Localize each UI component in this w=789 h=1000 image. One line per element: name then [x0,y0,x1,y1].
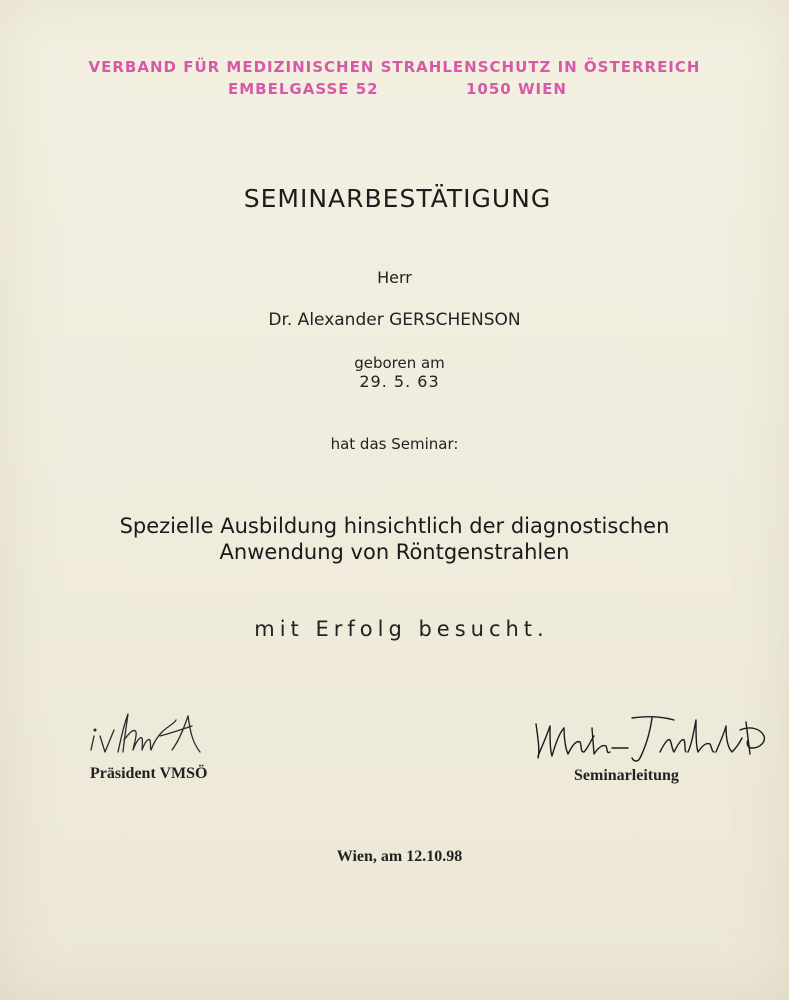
seminar-lead-signature [528,708,778,766]
success-statement: mit Erfolg besucht. [254,617,549,641]
seminar-title-line-2: Anwendung von Röntgenstrahlen [219,540,570,564]
seminar-label: hat das Seminar: [330,435,459,453]
born-date: 29. 5. 63 [359,372,440,391]
seminar-title-line-1: Spezielle Ausbildung hinsichtlich der diagnostischen [119,514,670,538]
seminar-lead-caption: Seminarleitung [574,767,679,784]
president-signature [88,706,218,764]
born-label: geboren am [354,354,445,372]
salutation: Herr [377,268,412,287]
organization-street: EMBELGASSE 52 [228,80,379,98]
organization-name: VERBAND FÜR MEDIZINISCHEN STRAHLENSCHUTZ IN ÖSTERREICH [88,58,701,76]
organization-city: 1050 WIEN [466,80,567,98]
document-title: SEMINARBESTÄTIGUNG [243,184,552,213]
president-caption: Präsident VMSÖ [90,765,208,782]
place-and-date: Wien, am 12.10.98 [336,848,463,865]
recipient-name: Dr. Alexander GERSCHENSON [268,310,521,330]
